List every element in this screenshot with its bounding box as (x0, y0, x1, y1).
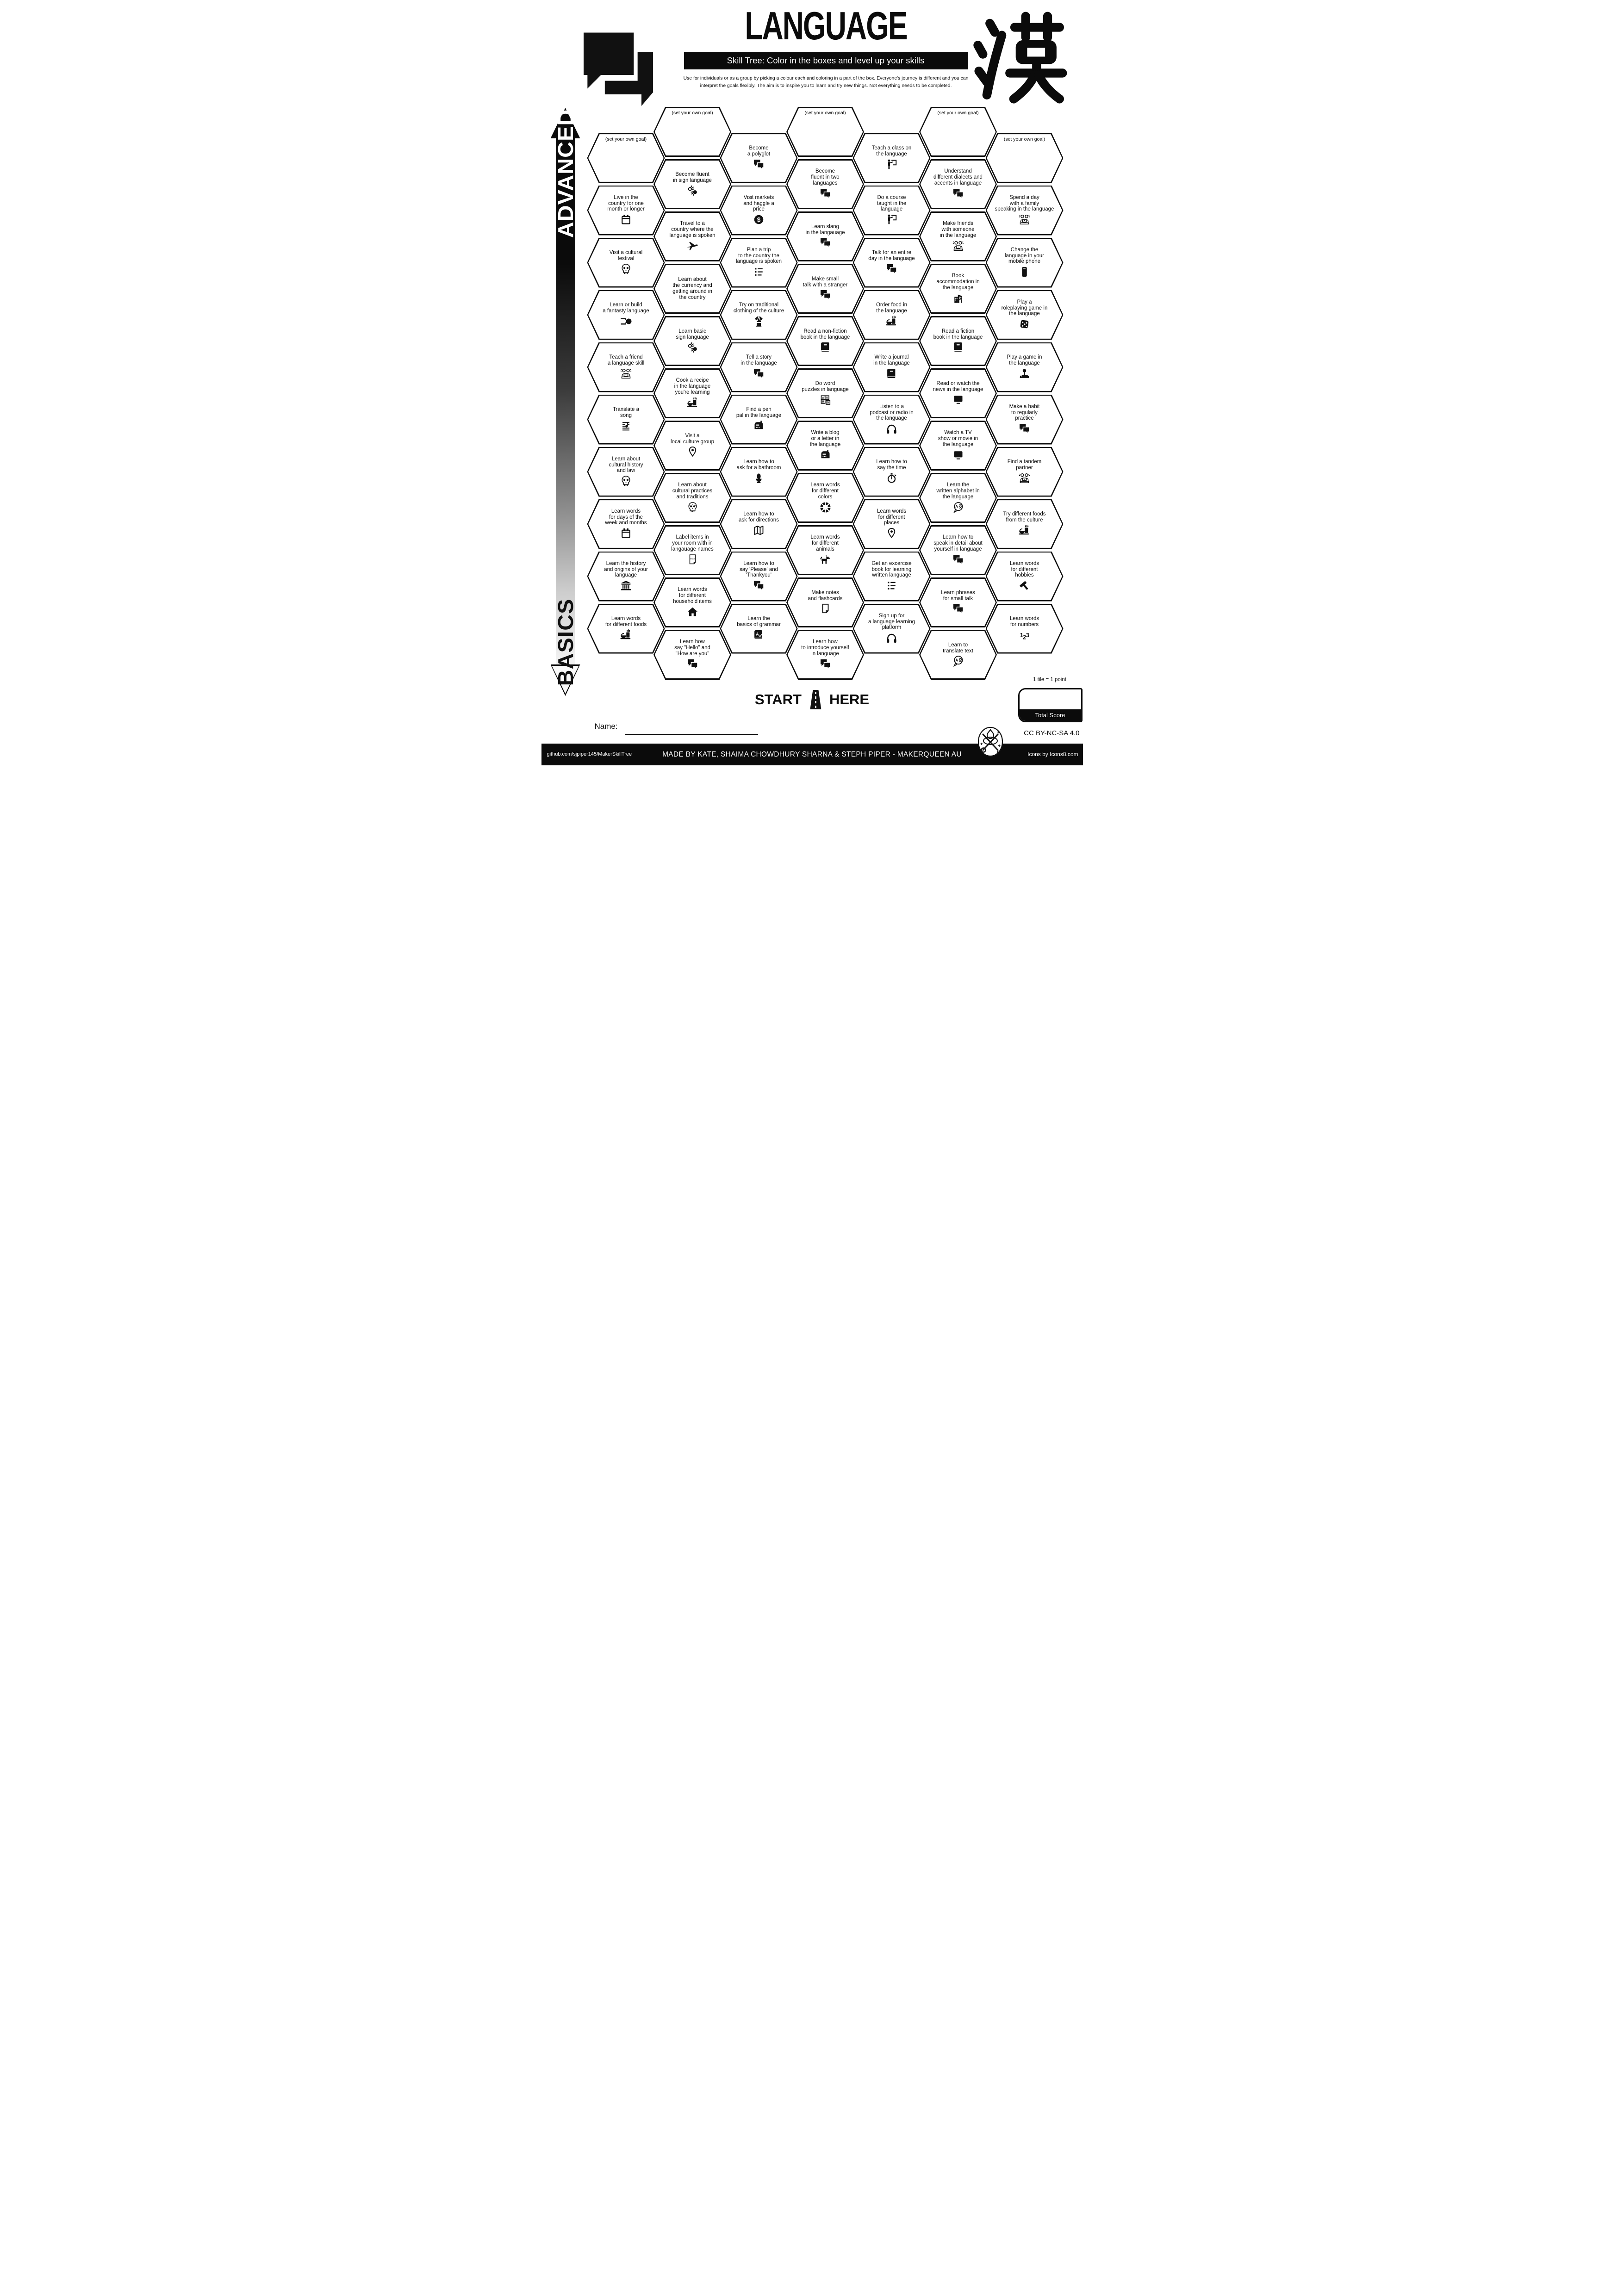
chat-icon (753, 579, 765, 592)
hex-label: Learn how to introduce yourself in language (801, 639, 849, 657)
stopwatch-icon (885, 472, 898, 484)
hex-label: Learn how say "Hello" and "How are you" (674, 639, 710, 657)
food-icon (1018, 524, 1031, 537)
hex-label: Learn the basics of grammar (737, 616, 781, 627)
numbers-123-icon (1018, 629, 1031, 641)
dice-icon (1018, 318, 1031, 330)
hex-label: Find a tandem partner (1007, 459, 1042, 471)
start-here-marker (755, 689, 869, 711)
hex-label: (set your own goal) (672, 110, 713, 116)
hex-label: Visit a local culture group (671, 433, 714, 445)
skull-icon (620, 263, 632, 275)
hex-label: Read a non-fiction book in the language (800, 328, 850, 340)
mailbox-icon (819, 449, 832, 461)
name-input[interactable] (625, 734, 758, 735)
headphones-icon (885, 422, 898, 435)
people-laptop-icon (952, 240, 964, 252)
dog-icon (819, 553, 832, 566)
note-icon (819, 602, 832, 615)
hex-label: Play a game in the language (1007, 354, 1042, 366)
color-wheel-icon (819, 501, 832, 514)
hex-label: Learn about cultural history and law (609, 456, 643, 474)
speech-bubbles-logo-icon (572, 27, 665, 108)
hex-label: Learn basic sign language (676, 328, 709, 340)
hex-label: Learn how to say the time (876, 459, 907, 471)
people-laptop-icon (1018, 472, 1031, 484)
tv-icon (952, 449, 964, 461)
hex-learn-words-for-numbers[interactable] (986, 604, 1064, 654)
page-title: LANGUAGE (745, 3, 907, 48)
headphones-icon (885, 632, 898, 644)
hex-label: Learn how to say 'Please' and 'Thankyou' (739, 560, 778, 578)
hex-content (986, 499, 1064, 549)
calendar-icon (620, 213, 632, 226)
hex-label: Become a polyglot (747, 145, 771, 157)
chat-icon (819, 658, 832, 670)
list-icon (885, 579, 898, 592)
hex-label: (set your own goal) (804, 110, 846, 116)
hex-label: Write a journal in the language (873, 354, 910, 366)
hex-label: Make a habit to regularly practice (1009, 403, 1040, 422)
chat-icon (952, 553, 964, 566)
name-label: Name: (594, 722, 618, 731)
hex-set-your-own-goal[interactable] (986, 133, 1064, 183)
hex-content (986, 133, 1064, 183)
chat-icon (753, 367, 765, 380)
hex-label: Teach a class on the language (871, 145, 912, 157)
hex-label: Learn slang in the langauage (805, 223, 845, 236)
people-laptop-icon (1018, 213, 1031, 226)
hex-play-a-game-in-the-language[interactable] (986, 342, 1064, 392)
hex-label: Do word puzzles in language (802, 380, 849, 392)
chat-icon (819, 236, 832, 249)
presenter-icon (885, 213, 898, 226)
hex-find-a-tandem-partner[interactable] (986, 447, 1064, 497)
hex-spend-a-day-with-a-family-speaking-in-the-[interactable] (986, 186, 1064, 236)
hex-label: Change the language in your mobile phone (1004, 247, 1045, 265)
calendar-icon (620, 527, 632, 540)
list-icon (753, 266, 765, 278)
hex-label: Talk for an entire day in the language (868, 250, 915, 261)
chat-icon (753, 158, 765, 171)
basics-label: BASICS (553, 598, 578, 686)
starship-icon (620, 315, 632, 328)
hex-label: Learn to translate text (943, 642, 973, 654)
here-label: HERE (829, 691, 870, 707)
road-icon (807, 689, 824, 711)
hex-label: Read a fiction book in the language (933, 328, 983, 340)
credit-text: MADE BY KATE, SHAIMA CHOWDHURY SHARNA & STEPH PIPER - MAKERQUEEN AU (662, 751, 962, 758)
advanced-label: ADVANCED (553, 109, 578, 238)
map-icon (753, 524, 765, 537)
chat-icon (952, 187, 964, 200)
hex-label: Spend a day with a family speaking in the language (995, 194, 1054, 212)
hex-label: (set your own goal) (605, 136, 647, 142)
tile-point-note: 1 tile = 1 point (1033, 677, 1066, 683)
house-icon (686, 606, 699, 618)
robe-icon (753, 315, 765, 328)
hammer-icon (1018, 579, 1031, 592)
chat-icon (686, 658, 699, 670)
hex-label: Travel to a country where the language is spoken (669, 221, 716, 238)
hex-label: Make notes and flashcards (808, 590, 843, 602)
hex-label: Try different foods from the culture (1003, 511, 1046, 523)
hex-label: Make small talk with a stranger (803, 276, 848, 288)
hex-content (986, 186, 1064, 236)
food-icon (885, 315, 898, 328)
hex-content (986, 395, 1064, 445)
word-blocks-icon (819, 393, 832, 406)
phone-icon (1018, 266, 1031, 278)
book-icon (819, 341, 832, 354)
hex-play-a-roleplaying-game-in-the-language[interactable] (986, 290, 1064, 340)
hex-label: Learn or build a fantasty language (603, 302, 649, 314)
presenter-icon (885, 158, 898, 171)
people-laptop-icon (620, 367, 632, 380)
skill-tree-poster (541, 0, 1083, 765)
hex-label: Book accommodation in the language (936, 273, 980, 291)
hex-label: Label items in your room with in langauage names (671, 534, 714, 552)
book-icon (885, 367, 898, 380)
pin-icon (686, 446, 699, 458)
hex-content (986, 604, 1064, 654)
hex-label: Learn words for different colors (810, 482, 840, 500)
sign-hands-icon (686, 184, 699, 197)
hex-label: Learn how to speak in detail about yourself in language (933, 534, 983, 552)
hex-content (986, 290, 1064, 340)
hex-label: Tell a story in the language (740, 354, 777, 366)
skull-icon (620, 475, 632, 487)
food-icon (686, 397, 699, 409)
hex-label: Learn how to ask for directions (739, 511, 779, 523)
dollar-icon (753, 213, 765, 226)
hex-label: Find a pen pal in the language (736, 407, 782, 418)
hex-label: Listen to a podcast or radio in the language (870, 403, 914, 422)
description-text: Use for individuals or as a group by picking a colour each and coloring in a part of the box. Everyone's journey is different and you can interpret the goals flexibly. The aim is to inspire you to learn and try new things. Not everything needs to be completed. (683, 76, 969, 88)
hex-label: Learn words for different animals (810, 534, 840, 552)
hex-label: Become fluent in sign language (673, 171, 712, 183)
tv-icon (952, 393, 964, 406)
hex-label: Translate a song (612, 407, 640, 418)
hex-label: Learn words for different places (877, 508, 907, 526)
hex-label: Read or watch the news in the language (933, 380, 983, 392)
hex-label: Try on traditional clothing of the culture (733, 302, 784, 314)
translate-icon (952, 501, 964, 514)
hex-label: Play a roleplaying game in the language (1001, 299, 1048, 317)
hex-label: Learn about the currency and getting around in the country (672, 277, 712, 300)
total-score-label: Total Score (1020, 709, 1081, 721)
chat-icon (952, 602, 964, 615)
total-score-blank[interactable] (1020, 689, 1081, 709)
hex-label: Learn the written alphabet in the language (936, 482, 980, 500)
pin-icon (885, 527, 898, 540)
hex-label: Learn how to ask for a bathroom (736, 459, 781, 471)
hex-label: Teach a friend a language skill (607, 354, 645, 366)
hex-label: Sign up for a language learning platform (868, 613, 915, 631)
hex-learn-words-for-different-hobbies[interactable] (986, 552, 1064, 602)
hex-label: Order food in the language (876, 302, 908, 314)
hex-label: Live in the country for one month or longer (607, 194, 645, 212)
music-sheet-icon (620, 420, 632, 432)
hex-change-the-language-in-your-mobile-phone[interactable] (986, 238, 1064, 288)
plane-icon (686, 240, 699, 252)
food-icon (620, 629, 632, 641)
hex-label: Write a blog or a letter in the language (809, 430, 841, 447)
hex-label: Visit markets and haggle a price (743, 194, 774, 212)
repo-url: github.com/sjpiper145/MakerSkillTree (547, 751, 632, 757)
total-score-box[interactable] (1018, 688, 1083, 722)
hex-label: Plan a trip to the country the language is spoken (735, 247, 782, 265)
hex-label: Learn words for different household items (673, 587, 712, 604)
hex-label: Become fluent in two languages (811, 168, 840, 186)
grammar-book-icon (753, 629, 765, 641)
chat-icon (819, 187, 832, 200)
hex-label: Understand different dialects and accents in language (933, 168, 983, 186)
hex-content (986, 447, 1064, 497)
hex-content (986, 552, 1064, 602)
joystick-icon (1018, 367, 1031, 380)
hex-make-a-habit-to-regularly-practice[interactable] (986, 395, 1064, 445)
hex-content (986, 238, 1064, 288)
icons-credit: Icons by Icons8.com (1027, 751, 1078, 757)
chat-icon (819, 289, 832, 301)
translate-icon (952, 655, 964, 667)
makerqueen-logo-icon (973, 724, 1008, 759)
hex-content (986, 342, 1064, 392)
door-note-icon (686, 553, 699, 566)
hex-label: Cook a recipe in the language you're learning (674, 378, 711, 395)
hex-label: Make friends with someone in the language (940, 221, 977, 238)
hex-label: Watch a TV show or movie in the language (938, 430, 978, 447)
hex-label: Learn phrases for small talk (941, 590, 975, 602)
chat-icon (885, 263, 898, 275)
building-icon (952, 292, 964, 304)
mailbox-icon (753, 420, 765, 432)
skull-icon (686, 501, 699, 514)
hex-label: Learn words for days of the week and months (605, 508, 647, 526)
subtitle-bar: Skill Tree: Color in the boxes and level up your skills (684, 52, 968, 69)
hex-label: Visit a cultural festival (609, 250, 643, 261)
hex-label: (set your own goal) (1003, 136, 1045, 142)
kanji-han-glyph (966, 7, 1069, 107)
start-label: START (754, 691, 802, 707)
hex-label: Get an excercise book for learning written language (871, 560, 912, 578)
chat-icon (1018, 422, 1031, 435)
hex-label: Learn words for numbers (1009, 616, 1039, 627)
hex-label: Learn words for different hobbies (1009, 560, 1039, 578)
hex-label: Learn words for different foods (605, 616, 647, 627)
license-text: CC BY-NC-SA 4.0 (1024, 729, 1080, 737)
hex-label: Learn about cultural practices and traditions (672, 482, 713, 500)
sign-hands-icon (686, 341, 699, 354)
museum-icon (620, 579, 632, 592)
book-icon (952, 341, 964, 354)
hex-label: Learn the history and origins of your language (604, 560, 648, 578)
hex-label: Do a course taught in the language (877, 194, 907, 212)
hex-try-different-foods-from-the-culture[interactable] (986, 499, 1064, 549)
hex-label: (set your own goal) (937, 110, 979, 116)
toilet-icon (753, 472, 765, 484)
